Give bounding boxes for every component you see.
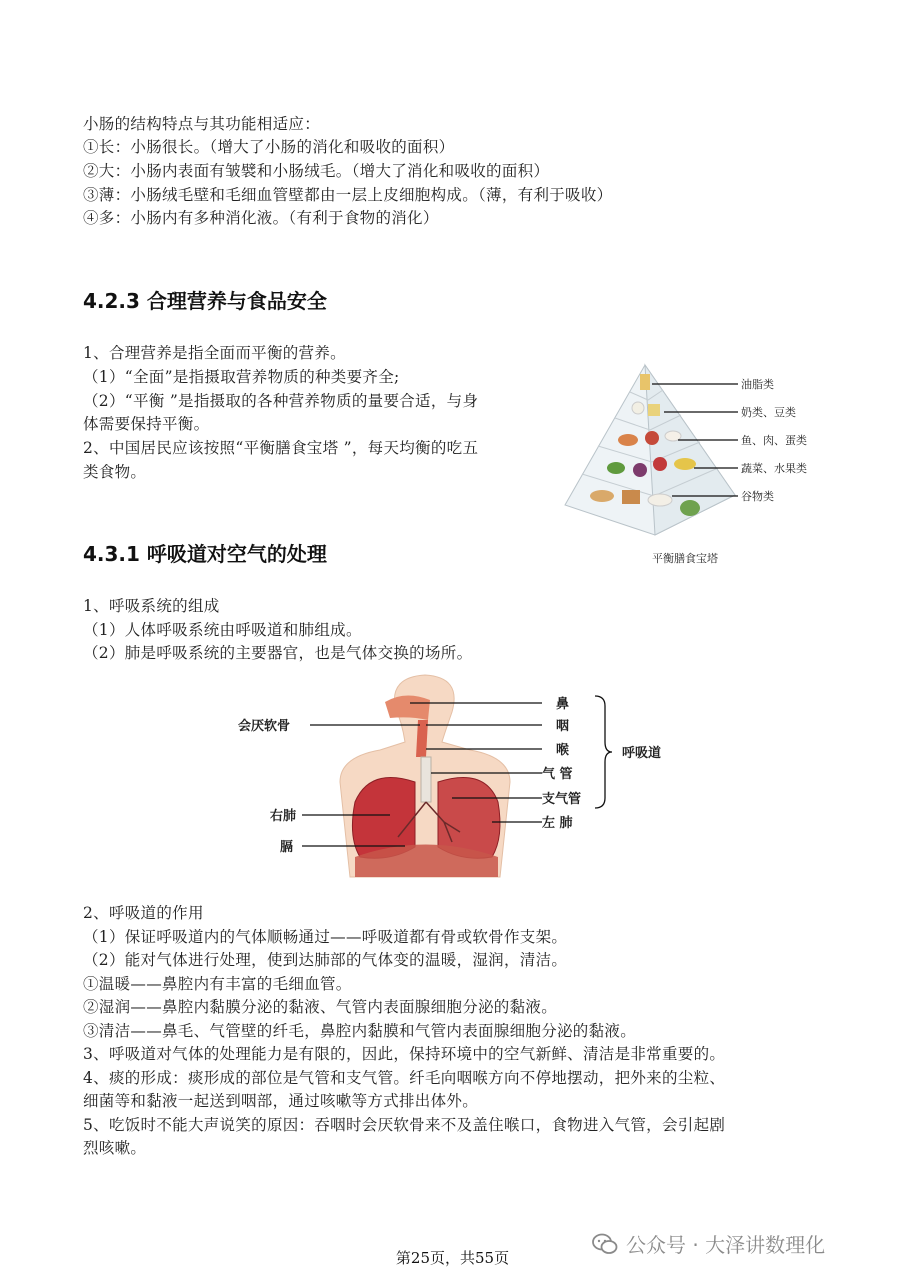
airway-line-3: （2）能对气体进行处理，使到达肺部的气体变的温暖，湿润，清洁。 (83, 951, 568, 969)
respiration-intro-2: （1）人体呼吸系统由呼吸道和肺组成。 (83, 621, 362, 639)
pyramid-label-dairy: 奶类、豆类 (741, 406, 796, 419)
si-title: 小肠的结构特点与其功能相适应： (83, 115, 321, 133)
si-point-1: ①长：小肠很长。（增大了小肠的消化和吸收的面积） (83, 138, 455, 156)
nutrition-line-1: 1、合理营养是指全面而平衡的营养。 (83, 344, 346, 362)
airway-line-7: 3、呼吸道对气体的处理能力是有限的，因此，保持环境中的空气新鲜、清洁是非常重要的。 (83, 1045, 726, 1063)
nutrition-line-3: （2）“平衡 ”是指摄取的各种营养物质的量要合适，与身 (83, 392, 479, 410)
respiration-intro-3: （2）肺是呼吸系统的主要器官，也是气体交换的场所。 (83, 644, 473, 662)
airway-line-4: ①温暖——鼻腔内有丰富的毛细血管。 (83, 975, 352, 993)
pyramid-caption: 平衡膳食宝塔 (652, 552, 718, 565)
pyramid-label-veg: 蔬菜、水果类 (741, 462, 807, 475)
airway-line-8: 4、痰的形成：痰形成的部位是气管和支气管。纤毛向咽喉方向不停地摆动，把外来的尘粒、 (83, 1069, 726, 1087)
label-nose: 鼻 (556, 697, 570, 712)
airway-bracket (595, 696, 612, 808)
nutrition-line-2: （1）“全面”是指摄取营养物质的种类要齐全; (83, 368, 400, 386)
pyramid-label-meat: 鱼、肉、蛋类 (741, 434, 807, 447)
nutrition-line-4: 体需要保持平衡。 (83, 415, 210, 433)
food-pyramid-figure (560, 360, 840, 575)
heading-nutrition: 4.2.3 合理营养与食品安全 (83, 289, 327, 313)
label-diaphragm: 膈 (280, 840, 294, 855)
oil-food-shape (640, 374, 650, 390)
nutrition-line-6: 类食物。 (83, 463, 147, 481)
si-point-2: ②大：小肠内表面有皱襞和小肠绒毛。（增大了消化和吸收的面积） (83, 162, 550, 180)
heading-respiration: 4.3.1 呼吸道对空气的处理 (83, 542, 327, 566)
airway-line-9: 细菌等和黏液一起送到咽部，通过咳嗽等方式排出体外。 (83, 1092, 479, 1110)
si-point-3: ③薄：小肠绒毛壁和毛细血管壁都由一层上皮细胞构成。（薄，有利于吸收） (83, 186, 613, 204)
pyramid-label-grain: 谷物类 (741, 490, 774, 503)
page-number: 第25页，共55页 (395, 1249, 510, 1267)
si-point-4: ④多：小肠内有多种消化液。（有利于食物的消化） (83, 209, 439, 227)
label-pharynx: 咽 (556, 719, 570, 734)
label-epiglottis: 会厌软骨 (238, 719, 291, 734)
label-bronchus: 支气管 (542, 792, 582, 807)
label-right-lung: 右肺 (270, 809, 297, 824)
label-trachea: 气 管 (542, 767, 573, 782)
respiration-intro-1: 1、呼吸系统的组成 (83, 597, 220, 615)
label-larynx: 喉 (556, 743, 570, 758)
airway-line-5: ②湿润——鼻腔内黏膜分泌的黏液、气管内表面腺细胞分泌的黏液。 (83, 998, 558, 1016)
airway-line-6: ③清洁——鼻毛、气管壁的纤毛，鼻腔内黏膜和气管内表面腺细胞分泌的黏液。 (83, 1022, 637, 1040)
respiratory-system-figure (230, 672, 690, 892)
airway-line-1: 2、呼吸道的作用 (83, 904, 204, 922)
airway-line-2: （1）保证呼吸道内的气体顺畅通过——呼吸道都有骨或软骨作支架。 (83, 928, 568, 946)
watermark-text: 公众号 · 大泽讲数理化 (626, 1233, 826, 1257)
label-left-lung: 左 肺 (542, 816, 573, 831)
pyramid-label-oil: 油脂类 (741, 378, 774, 391)
label-respiratory-tract: 呼吸道 (622, 746, 662, 761)
nutrition-line-5: 2、中国居民应该按照“平衡膳食宝塔 ”，每天均衡的吃五 (83, 439, 479, 457)
airway-line-11: 烈咳嗽。 (83, 1139, 147, 1157)
airway-line-10: 5、吃饭时不能大声说笑的原因：吞咽时会厌软骨来不及盖住喉口，食物进入气管，会引起剧 (83, 1116, 726, 1134)
